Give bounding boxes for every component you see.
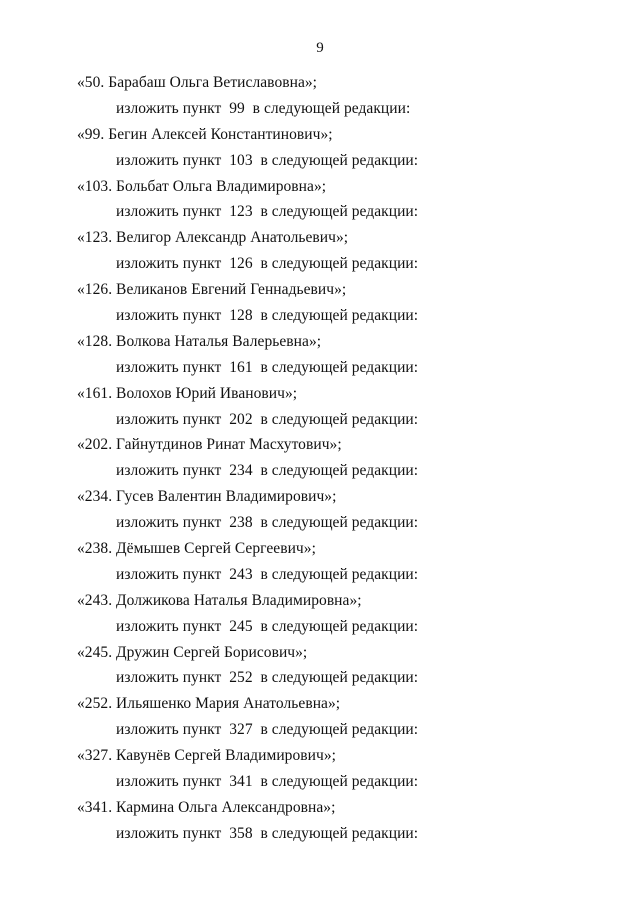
instruction-line: изложить пункт 238 в следующей редакции: — [116, 514, 419, 532]
instruction-line: изложить пункт 243 в следующей редакции: — [116, 565, 419, 583]
entry-line: «50. Барабаш Ольга Ветиславовна»; — [77, 74, 318, 91]
entry-line: «126. Великанов Евгений Геннадьевич»; — [77, 281, 347, 299]
entry-line: «202. Гайнутдинов Ринат Масхутович»; — [77, 436, 342, 454]
instruction-line: изложить пункт 128 в следующей редакции: — [116, 307, 419, 325]
entry-line: «341. Кармина Ольга Александровна»; — [77, 798, 336, 816]
entry-line: «99. Бегин Алексей Константинович»; — [77, 125, 333, 143]
instruction-line: изложить пункт 103 в следующей редакции: — [116, 151, 419, 169]
instruction-line: изложить пункт 202 в следующей редакции: — [116, 410, 419, 428]
instruction-line: изложить пункт 327 в следующей редакции: — [116, 721, 419, 739]
page-number: 9 — [316, 40, 324, 56]
entry-line: «103. Больбат Ольга Владимировна»; — [77, 177, 327, 195]
entry-line: «245. Дружин Сергей Борисович»; — [77, 643, 308, 661]
instruction-line: изложить пункт 126 в следующей редакции: — [116, 255, 419, 273]
entry-line: «161. Волохов Юрий Иванович»; — [77, 384, 298, 402]
instruction-line: изложить пункт 161 в следующей редакции: — [116, 358, 419, 376]
entry-line: «252. Ильяшенко Мария Анатольевна»; — [77, 695, 341, 713]
instruction-line: изложить пункт 252 в следующей редакции: — [116, 669, 419, 687]
instruction-line: изложить пункт 245 в следующей редакции: — [116, 617, 419, 635]
entry-line: «234. Гусев Валентин Владимирович»; — [77, 488, 337, 506]
text-body — [0, 70, 640, 847]
instruction-line: изложить пункт 234 в следующей редакции: — [116, 462, 419, 480]
instruction-line: изложить пункт 123 в следующей редакции: — [116, 203, 419, 221]
instruction-line: изложить пункт 358 в следующей редакции: — [116, 824, 419, 842]
entry-line: «238. Дёмышев Сергей Сергеевич»; — [77, 540, 316, 558]
instruction-line: изложить пункт 341 в следующей редакции: — [116, 773, 419, 791]
entry-line: «327. Кавунёв Сергей Владимирович»; — [77, 747, 336, 765]
entry-line: «123. Велигор Александр Анатольевич»; — [77, 229, 349, 247]
entry-line: «128. Волкова Наталья Валерьевна»; — [77, 332, 322, 350]
instruction-line: изложить пункт 99 в следующей редакции: — [116, 99, 411, 117]
entry-line: «243. Должикова Наталья Владимировна»; — [77, 591, 362, 609]
